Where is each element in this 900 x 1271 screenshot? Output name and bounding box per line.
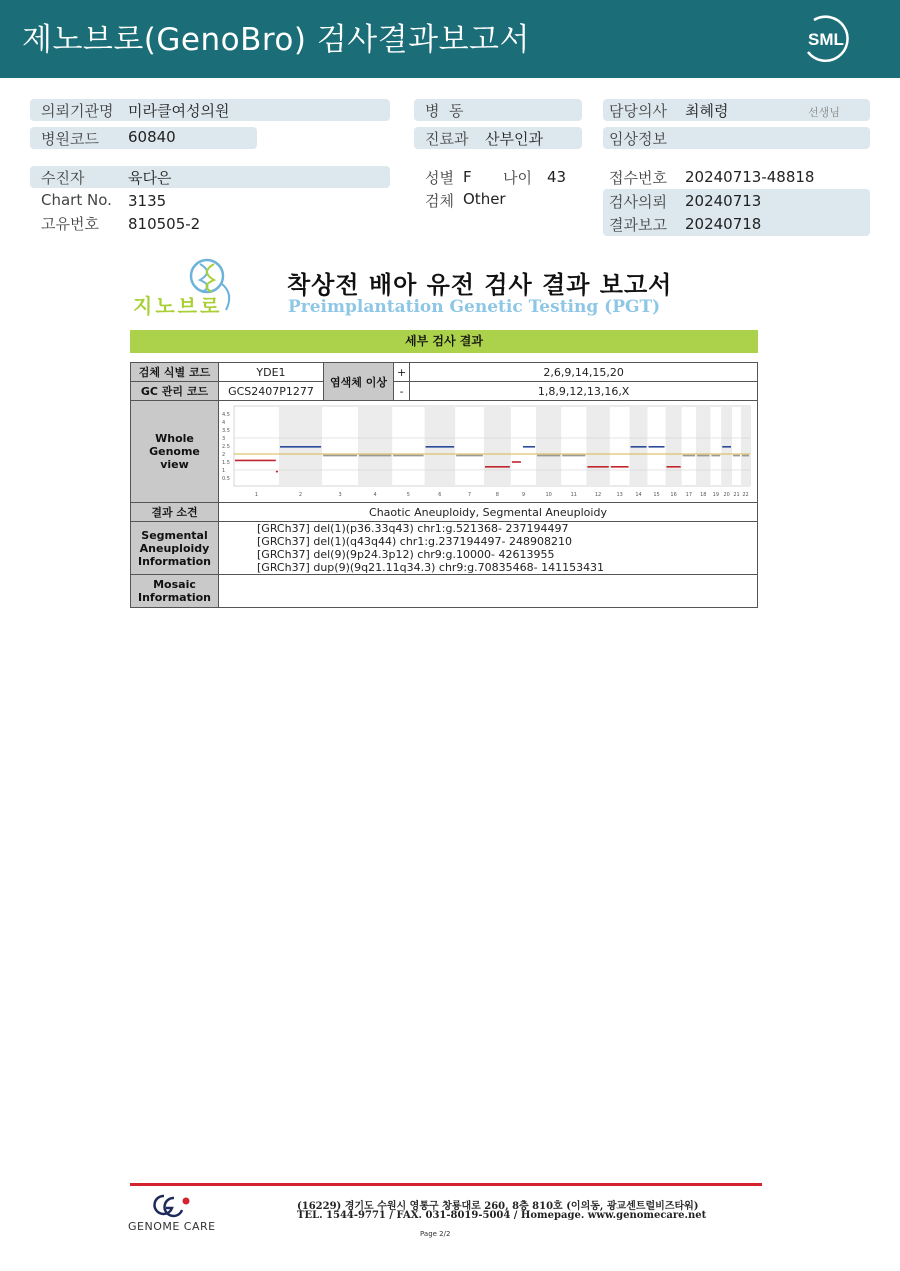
page-number: Page 2/2: [420, 1230, 451, 1238]
specimen-code-label: 검체 식별 코드: [131, 363, 219, 382]
dept-label: 진료과: [425, 130, 469, 148]
sex-label: 성별: [425, 169, 454, 187]
x-tick-label: 10: [545, 492, 552, 498]
segmental-line: [GRCh37] del(1)(p36.33q43) chr1:g.521368- 237194497: [257, 522, 569, 535]
genome-view-row: [131, 401, 758, 503]
x-tick-label: 14: [635, 492, 642, 498]
clinical-label: 임상정보: [609, 130, 667, 148]
unique-no-label: 고유번호: [41, 215, 99, 233]
specimen-label: 검체: [425, 192, 454, 210]
specimen-code-row: [131, 363, 758, 382]
genome-care-logo-text: GENOME CARE: [128, 1220, 216, 1233]
genobro-logo-text: 지노브로: [133, 294, 223, 318]
y-tick-label: 2.5: [222, 444, 230, 450]
footer-contact: TEL. 1544-9771 / FAX. 031-8019-5004 / Homepage. www.genomecare.net: [297, 1210, 707, 1221]
request-value: 20240713: [685, 192, 762, 210]
x-tick-label: 18: [700, 492, 707, 498]
institution-value: 미라클여성의원: [128, 102, 230, 120]
section-title: 세부 검사 결과: [405, 334, 483, 348]
segmental-lines: [219, 522, 758, 575]
report-header: [0, 0, 900, 78]
gc-code-value: GCS2407P1277: [219, 382, 324, 401]
chromosome-band: [696, 406, 710, 486]
x-tick-label: 17: [685, 492, 693, 498]
plus-value: 2,6,9,14,15,20: [410, 363, 758, 382]
minus-value: 1,8,9,12,13,16,X: [410, 382, 758, 401]
chromosome-band: [484, 406, 511, 486]
x-tick-label: 11: [570, 492, 577, 498]
x-tick-label: 8: [495, 492, 499, 498]
genome-view-label: Whole Genome view: [131, 401, 219, 503]
sml-logo-text: SML: [808, 30, 844, 49]
x-tick-label: 1: [254, 492, 259, 498]
y-tick-label: 3: [222, 436, 226, 442]
mosaic-row: [131, 575, 758, 608]
segmental-line: [GRCh37] del(1)(q43q44) chr1:g.237194497- 248908210: [257, 535, 572, 548]
chart-no-value: 3135: [128, 192, 167, 210]
findings-value: Chaotic Aneuploidy, Segmental Aneuploidy: [219, 503, 758, 522]
segmental-row: [131, 522, 758, 575]
footer-divider: [130, 1183, 762, 1186]
x-tick-label: 4: [373, 492, 377, 498]
x-tick-label: 9: [521, 492, 526, 498]
x-tick-label: 20: [723, 492, 730, 498]
x-tick-label: 21: [733, 492, 740, 498]
patient-label: 수진자: [41, 169, 85, 187]
gc-code-row: [131, 382, 758, 401]
y-tick-label: 4: [222, 420, 226, 426]
mosaic-label: Mosaic Information: [131, 575, 219, 608]
chrom-abn-label: 염색체 이상: [324, 363, 394, 401]
unique-no-value: 810505-2: [128, 215, 201, 233]
segmental-label: Segmental Aneuploidy Information: [131, 522, 219, 575]
chromosome-band: [665, 406, 681, 486]
x-tick-label: 2: [298, 492, 303, 498]
y-tick-label: 0.5: [222, 476, 230, 482]
findings-row: [131, 503, 758, 522]
report-date-value: 20240718: [685, 215, 762, 233]
x-tick-label: 19: [712, 492, 720, 498]
x-tick-label: 13: [616, 492, 623, 498]
plus-sign: +: [394, 363, 410, 382]
sml-logo: [800, 12, 852, 64]
results-table: [130, 362, 758, 608]
section-bar: [130, 330, 758, 353]
x-tick-label: 15: [653, 492, 660, 498]
x-tick-label: 3: [338, 492, 342, 498]
age-label: 나이: [503, 169, 532, 187]
mosaic-value: [219, 575, 758, 608]
chromosome-band: [358, 406, 392, 486]
report-title-en: Preimplantation Genetic Testing (PGT): [288, 297, 661, 317]
ward-label: 병 동: [425, 102, 464, 120]
y-tick-label: 2: [222, 452, 226, 458]
y-tick-label: 1.5: [222, 460, 230, 466]
report-date-label: 결과보고: [609, 216, 667, 234]
age-value: 43: [547, 168, 567, 186]
x-tick-label: 16: [670, 492, 677, 498]
y-tick-label: 4.5: [222, 412, 230, 418]
segmental-line: [GRCh37] dup(9)(9q21.11q34.3) chr9:g.70835468- 141153431: [257, 561, 605, 574]
specimen-value: Other: [463, 190, 506, 208]
x-tick-label: 7: [467, 492, 472, 498]
chart-no-label: Chart No.: [41, 191, 112, 209]
genome-chart: [220, 402, 756, 498]
findings-label: 결과 소견: [131, 503, 219, 522]
chromosome-band: [586, 406, 609, 486]
footer-address: (16229) 경기도 수원시 영통구 창룡대로 260, 8층 810호 (이의동, 광교센트럴비즈타워): [297, 1201, 699, 1212]
y-tick-label: 1: [222, 468, 226, 474]
x-tick-label: 5: [406, 492, 410, 498]
gc-code-label: GC 관리 코드: [131, 382, 219, 401]
segmental-line: [GRCh37] del(9)(9p24.3p12) chr9:g.10000- 42613955: [257, 548, 555, 561]
patient-value: 육다은: [128, 169, 172, 187]
minus-sign: -: [394, 382, 410, 401]
specimen-code-value: YDE1: [219, 363, 324, 382]
receipt-label: 접수번호: [609, 169, 667, 187]
report-header-title: 제노브로(GenoBro) 검사결과보고서: [22, 22, 530, 58]
sex-value: F: [463, 168, 472, 186]
report-title-kr: 착상전 배아 유전 검사 결과 보고서: [287, 271, 673, 299]
hospital-code-value: 60840: [128, 128, 176, 146]
y-tick-label: 3.5: [222, 428, 230, 434]
x-tick-label: 6: [438, 492, 442, 498]
request-label: 검사의뢰: [609, 193, 667, 211]
doctor-value: 최혜령: [685, 102, 729, 120]
genome-view-cell: [219, 401, 758, 503]
dept-value: 산부인과: [485, 130, 543, 148]
x-tick-label: 12: [594, 492, 602, 498]
doctor-label: 담당의사: [609, 102, 667, 120]
institution-label: 의뢰기관명: [41, 102, 114, 120]
chromosome-band: [536, 406, 561, 486]
hospital-code-label: 병원코드: [41, 130, 99, 148]
doctor-suffix: 선생님: [808, 106, 840, 119]
chromosome-band: [741, 406, 750, 486]
x-tick-label: 22: [742, 492, 749, 498]
receipt-value: 20240713-48818: [685, 168, 815, 186]
